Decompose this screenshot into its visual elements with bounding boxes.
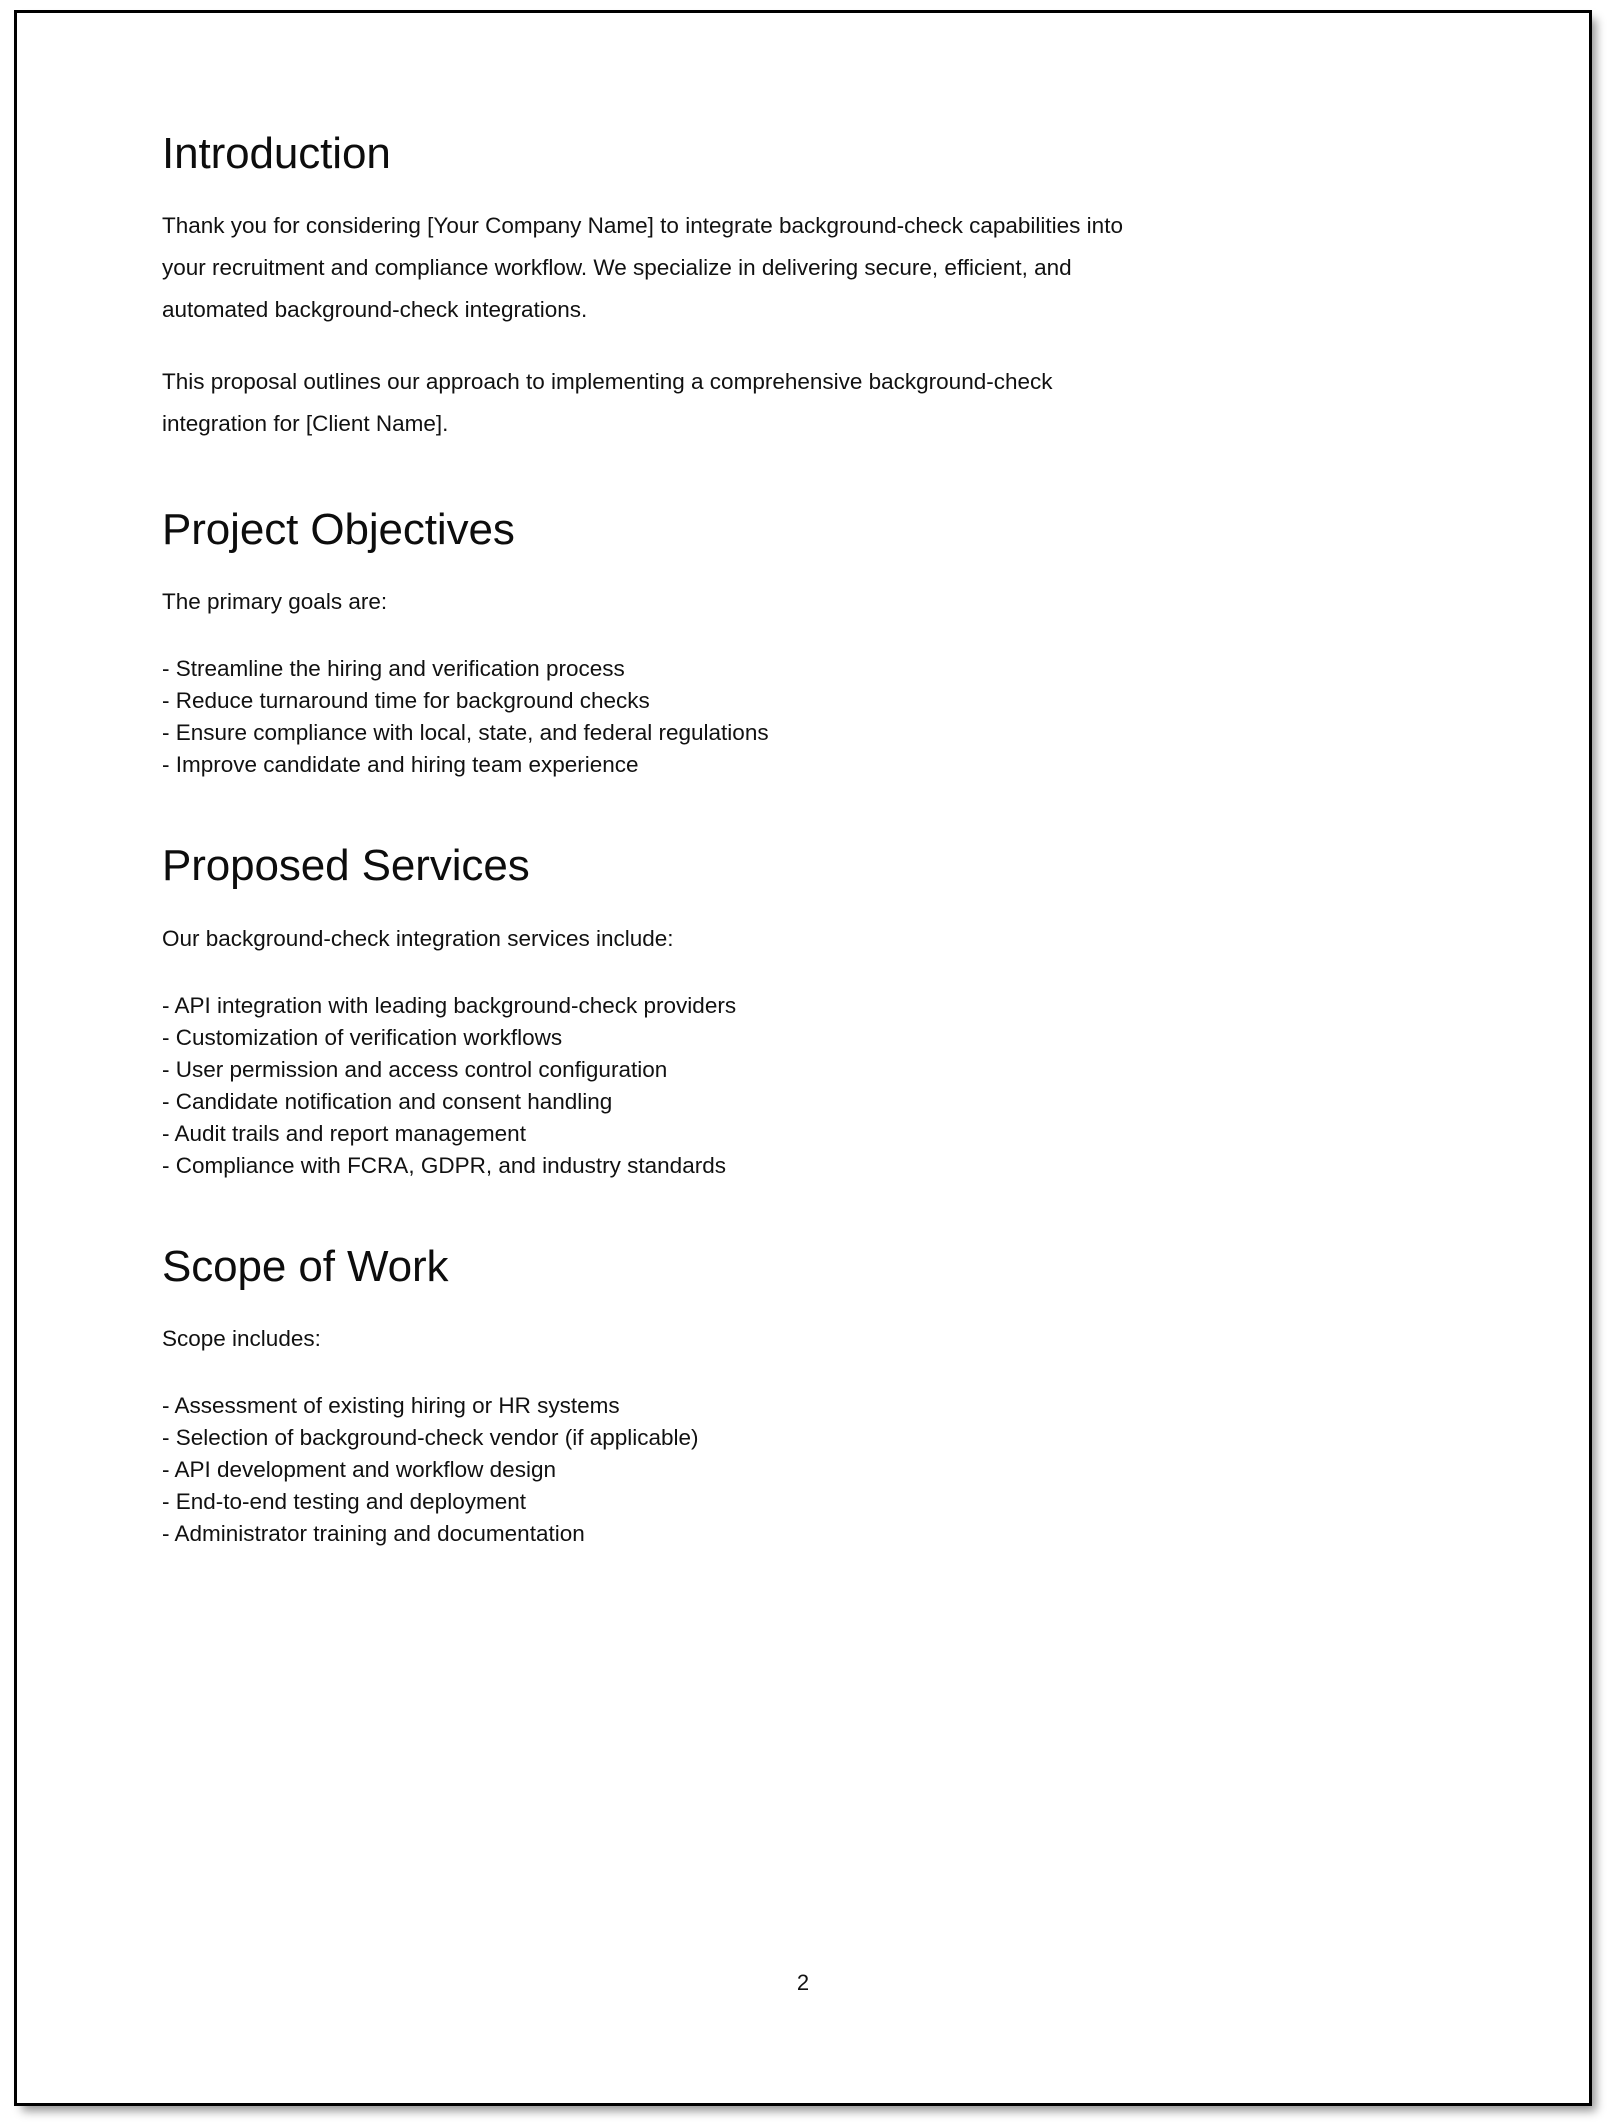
list-item: - End-to-end testing and deployment: [162, 1488, 526, 1514]
introduction-paragraph-2: This proposal outlines our approach to implementing a comprehensive background-check integration for [Client Name].: [162, 369, 1053, 437]
page-number: 2: [796, 1970, 810, 1995]
proposed-services-list: [162, 990, 1449, 1182]
section-proposed-services: [162, 843, 1449, 1181]
spacer: [162, 960, 1449, 990]
section-project-objectives: [162, 507, 1449, 781]
list-item: - Reduce turnaround time for background checks: [162, 688, 650, 714]
list-item: - Customization of verification workflows: [162, 1024, 563, 1050]
list-item: - Compliance with FCRA, GDPR, and industry standards: [162, 1152, 726, 1178]
spacer: [162, 890, 1449, 918]
project-objectives-list: [162, 653, 1449, 781]
list-item: - API integration with leading background-check providers: [162, 992, 737, 1018]
page-footer: [17, 1972, 1589, 1995]
section-introduction: [162, 131, 1449, 445]
scope-of-work-list: [162, 1390, 1449, 1550]
list-item: - Audit trails and report management: [162, 1120, 526, 1146]
spacer: [162, 331, 1449, 361]
list-item: - Streamline the hiring and verification process: [162, 656, 625, 682]
list-item: - Selection of background-check vendor (if applicable): [162, 1424, 699, 1450]
introduction-paragraph-1: Thank you for considering [Your Company Name] to integrate background-check capabilities into your recruitment and compliance workflow. We specialize in delivering secure, efficient, and automated background-check integrations.: [162, 213, 1123, 323]
spacer: [162, 1360, 1449, 1390]
document-content-area: [17, 13, 1589, 2103]
spacer: [162, 1290, 1449, 1318]
spacer: [162, 553, 1449, 581]
project-objectives-lead-in: The primary goals are:: [162, 589, 388, 615]
list-item: - User permission and access control configuration: [162, 1056, 668, 1082]
list-item: - Improve candidate and hiring team experience: [162, 752, 639, 778]
heading-proposed-services: Proposed Services: [162, 841, 530, 891]
scope-of-work-lead-in: Scope includes:: [162, 1325, 321, 1351]
list-item: - Assessment of existing hiring or HR systems: [162, 1392, 620, 1418]
heading-scope-of-work: Scope of Work: [162, 1241, 449, 1291]
list-item: - Administrator training and documentation: [162, 1520, 585, 1546]
proposed-services-lead-in: Our background-check integration services include:: [162, 925, 674, 951]
spacer: [162, 623, 1449, 653]
heading-introduction: Introduction: [162, 129, 391, 178]
spacer: [162, 177, 1449, 205]
list-item: - Ensure compliance with local, state, and federal regulations: [162, 720, 769, 746]
list-item: - Candidate notification and consent handling: [162, 1088, 613, 1114]
list-item: - API development and workflow design: [162, 1456, 556, 1482]
heading-project-objectives: Project Objectives: [162, 505, 515, 555]
document-page: [14, 10, 1592, 2106]
section-scope-of-work: [162, 1241, 1449, 1550]
